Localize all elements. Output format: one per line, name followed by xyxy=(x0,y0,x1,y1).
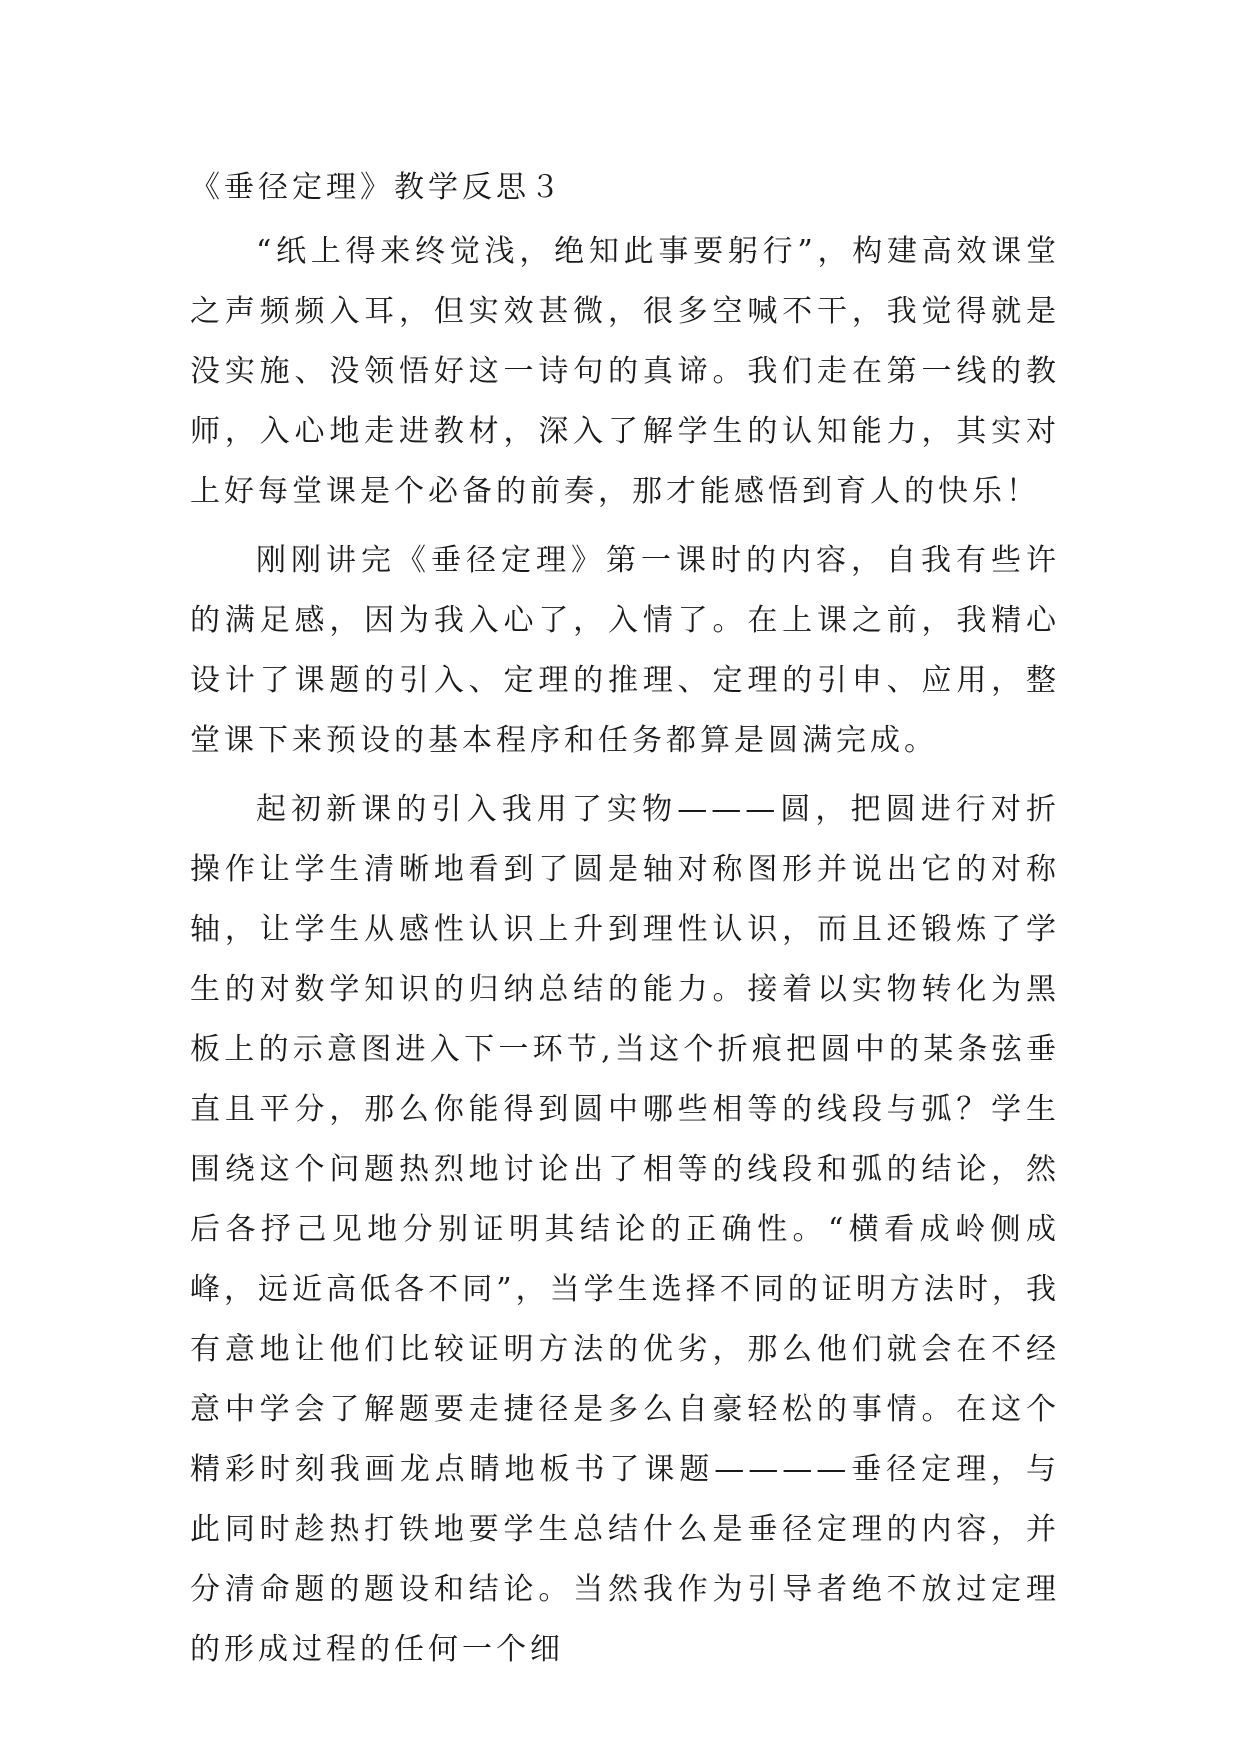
paragraph-1: “纸上得来终觉浅，绝知此事要躬行”，构建高效课堂之声频频入耳，但实效甚微，很多空喊不干，我觉得就是没实施、没领悟好这一诗句的真谛。我们走在第一线的教师，入心地走进教材，深入了解学生的认知能力，其实对上好每堂课是个必备的前奏，那才能感悟到育人的快乐！ xyxy=(190,234,1060,509)
document-body xyxy=(190,162,1060,1689)
paragraph-3: 起初新课的引入我用了实物———圆，把圆进行对折操作让学生清晰地看到了圆是轴对称图形并说出它的对称轴，让学生从感性认识上升到理性认识，而且还锻炼了学生的对数学知识的归纳总结的能力。接着以实物转化为黑板上的示意图进入下一环节,当这个折痕把圆中的某条弦垂直且平分，那么你能得到圆中哪些相等的线段与弧？学生围绕这个问题热烈地讨论出了相等的线段和弧的结论，然后各抒己见地分别证明其结论的正确性。“横看成岭侧成峰，远近高低各不同”，当学生选择不同的证明方法时，我有意地让他们比较证明方法的优劣，那么他们就会在不经意中学会了解题要走捷径是多么自豪轻松的事情。在这个精彩时刻我画龙点睛地板书了课题————垂径定理，与此同时趁热打铁地要学生总结什么是垂径定理的内容，并分清命题的题设和结论。当然我作为引导者绝不放过定理的形成过程的任何一个细 xyxy=(190,792,1060,1667)
paragraph-2: 刚刚讲完《垂径定理》第一课时的内容，自我有些许的满足感，因为我入心了，入情了。在上课之前，我精心设计了课题的引入、定理的推理、定理的引申、应用，整堂课下来预设的基本程序和任务都算是圆满完成。 xyxy=(190,543,1060,758)
document-title: 《垂径定理》教学反思３ xyxy=(190,170,564,205)
